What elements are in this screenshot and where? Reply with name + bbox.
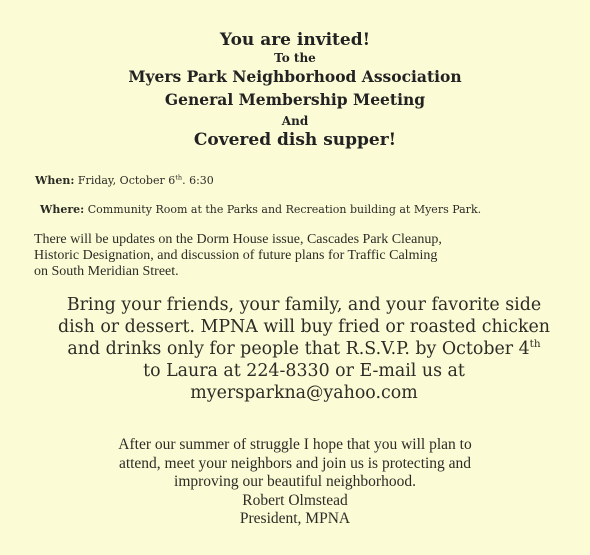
where-label: Where:	[40, 203, 85, 216]
rsvp-text: and drinks only for people that R.S.V.P. by October 4	[67, 339, 530, 359]
bring-line: Bring your friends, your family, and your favorite side	[66, 295, 542, 315]
updates-line: on South Meridian Street.	[34, 264, 179, 279]
updates-line: There will be updates on the Dorm House issue, Cascades Park Cleanup,	[34, 232, 442, 247]
bring-line: dish or dessert. MPNA will buy fried or roasted chicken	[57, 317, 551, 337]
signer-title: President, MPNA	[239, 510, 351, 527]
when-date: Friday, October 6	[77, 174, 176, 187]
rsvp-date-suffix: th	[529, 338, 541, 351]
when-value	[78, 174, 214, 187]
bring-line: to Laura at 224-8330 or E-mail us at	[143, 361, 465, 381]
organization-name: Myers Park Neighborhood Association	[128, 67, 462, 86]
supper-heading: Covered dish supper!	[193, 130, 397, 150]
bring-paragraph	[34, 294, 574, 404]
contact-email[interactable]: myersparkna@yahoo.com	[190, 383, 418, 403]
closing-paragraph	[30, 436, 560, 529]
updates-paragraph	[34, 232, 564, 280]
and-line: And	[281, 114, 309, 128]
when-time: . 6:30	[182, 174, 214, 187]
meeting-name: General Membership Meeting	[164, 90, 426, 109]
to-the-line: To the	[274, 51, 316, 65]
signer-name: Robert Olmstead	[242, 491, 348, 509]
closing-line: attend, meet your neighbors and join us is protecting and	[118, 454, 472, 472]
when-line	[35, 174, 214, 187]
closing-line: improving our beautiful neighborhood.	[174, 473, 416, 490]
where-value: Community Room at the Parks and Recreation building at Myers Park.	[87, 203, 482, 216]
where-line	[40, 203, 481, 216]
bring-line	[34, 338, 574, 360]
updates-line: Historic Designation, and discussion of future plans for Traffic Calming	[34, 248, 438, 263]
when-date-suffix: th	[175, 173, 183, 182]
when-label: When:	[35, 174, 75, 187]
invite-heading: You are invited!	[219, 30, 371, 50]
closing-line: After our summer of struggle I hope that you will plan to	[118, 436, 472, 453]
